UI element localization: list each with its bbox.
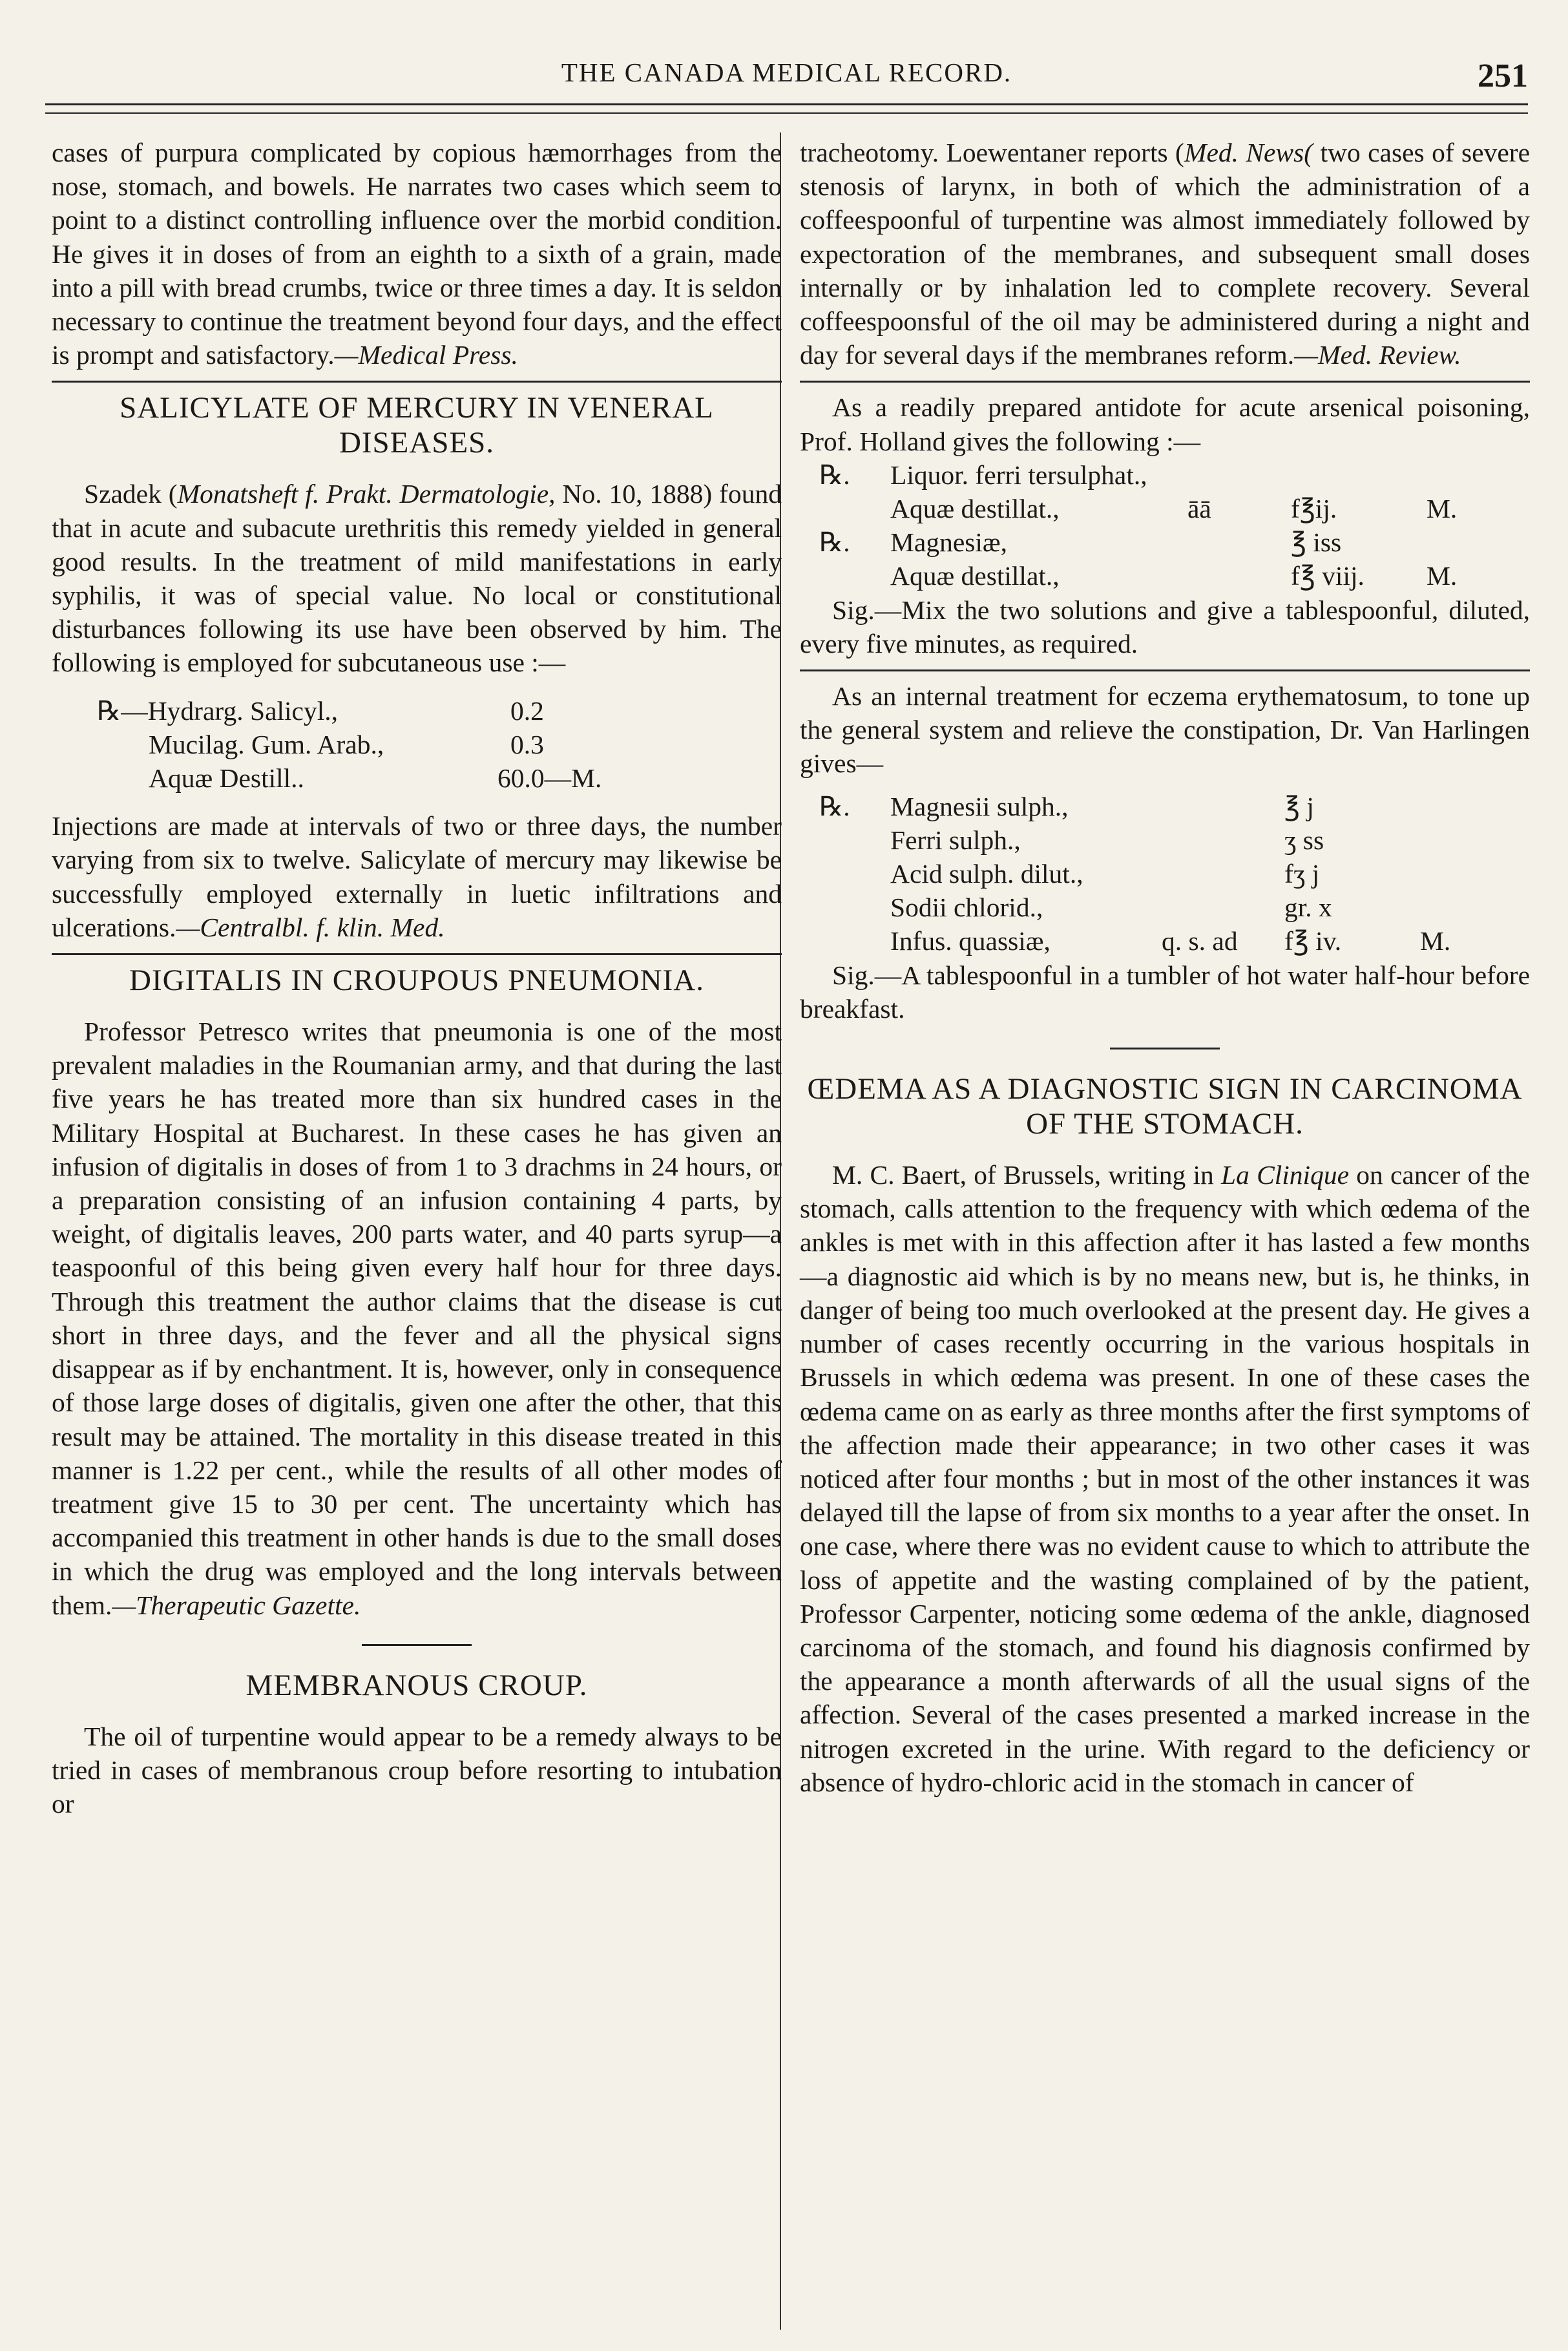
section-divider <box>52 953 782 955</box>
left-column <box>52 136 782 1820</box>
prescription-line: Aquæ destillat., āā f℥ij. M. <box>890 494 1458 524</box>
prescription-line: Mucilag. Gum. Arab., 0.3 <box>149 729 544 759</box>
article-text: Injections are made at intervals of two or three days, the number varying from six to twelve. Salicylate of mercury may likewise be successfully employed externally in luetic infiltrations and ulcerations.—Centralbl. f. klin. Med. <box>52 811 782 942</box>
section-divider <box>362 1644 472 1646</box>
source-citation: —Centralbl. f. klin. Med. <box>176 912 445 942</box>
article-text: As an internal treatment for eczema erythematosum, to tone up the general system and relieve the constipation, Dr. Van Harlingen gives— <box>800 681 1530 779</box>
article-text: As a readily prepared antidote for acute arsenical poisoning, Prof. Holland gives the following :— <box>800 392 1530 456</box>
page-header <box>45 57 1528 96</box>
article-heading: DIGITALIS IN CROUPOUS PNEUMONIA. <box>129 964 704 998</box>
article-text: Sig.—Mix the two solutions and give a tablespoonful, diluted, every five minutes, as required. <box>800 595 1530 659</box>
right-column <box>800 136 1530 1799</box>
header-rule-secondary <box>45 112 1528 114</box>
page-number: 251 <box>1478 58 1528 94</box>
prescription-line: Acid sulph. dilut., fʒ j <box>890 859 1320 889</box>
prescription-line: Aquæ destillat., f℥ viij. M. <box>890 561 1458 591</box>
article-text: tracheotomy. Loewentaner reports (Med. News( two cases of severe stenosis of larynx, in both of which the administration of a coffeespoonful of turpentine was almost immediately followed by expectoration of the membranes, and subsequent small doses internally or by inhalation led to complete recovery. Several coffeespoonsful of the oil may be administered during a night and day for several days if the membranes reform.—Med. Review. <box>800 138 1530 370</box>
section-divider <box>52 381 782 383</box>
prescription-line: ℞. Magnesii sulph., ℥ j <box>819 791 1314 821</box>
prescription-line: Ferri sulph., ʒ ss <box>890 825 1324 855</box>
source-citation: —Medical Press. <box>334 340 518 370</box>
running-head: THE CANADA MEDICAL RECORD. <box>561 58 1012 87</box>
article-heading: MEMBRANOUS CROUP. <box>246 1668 588 1702</box>
prescription-block <box>800 790 1530 958</box>
section-divider <box>800 381 1530 383</box>
article-text: M. C. Baert, of Brussels, writing in La Clinique on cancer of the stomach, calls attention to the frequency with which œdema of the ankles is met with in this affection after it has lasted a few months—a diagnostic aid which is by no means new, but is, he thinks, in danger of being too much overlooked at the present day. He gives a number of cases recently occurring in the various hospitals in Brussels in which œdema was present. In one of these cases the œdema came on as early as three months after the first symptoms of the affection made their appearance; in two other cases it was noticed after four months ; but in most of the other instances it was delayed till the lapse of from six months to a year after the onset. In one case, where there was no evident cause to which to attribute the loss of appetite and the wasting complained of by the patient, Professor Carpenter, noticing some œdema of the ankle, diagnosed carcinoma of the stomach, and found his diagnosis confirmed by the appearance a month afterwards of all the usual signs of the affection. Several of the cases presented a marked increase in the nitrogen excreted in the urine. With regard to the deficiency or absence of hydro-chloric acid in the stomach in cancer of <box>800 1160 1530 1797</box>
section-divider <box>800 669 1530 671</box>
prescription-block <box>52 694 782 796</box>
prescription-line: Sodii chlorid., gr. x <box>890 892 1332 923</box>
prescription-line: ℞—Hydrarg. Salicyl., 0.2 <box>97 695 544 726</box>
prescription-line: ℞. Liquor. ferri tersulphat., <box>819 459 1147 490</box>
prescription-line: ℞. Magnesiæ, ℥ iss <box>819 527 1342 558</box>
article-text: Szadek (Monatsheft f. Prakt. Dermatologie, No. 10, 1888) found that in acute and subacute urethritis this remedy yielded in general good results. In the treatment of mild manifestations in early syphilis, it was of special value. No local or constitutional disturbances following its use have been observed by him. The following is employed for subcutaneous use :— <box>52 479 782 678</box>
source-citation: —Therapeutic Gazette. <box>112 1590 361 1620</box>
source-citation: —Med. Review. <box>1294 340 1461 370</box>
prescription-block <box>800 458 1530 593</box>
prescription-line: Aquæ Destill.. 60.0—M. <box>149 763 602 794</box>
header-rule <box>45 103 1528 105</box>
article-heading: ŒDEMA AS A DIAGNOSTIC SIGN IN CARCINOMA OF THE STOMACH. <box>807 1072 1523 1141</box>
article-text: cases of purpura complicated by copious hæmorrhages from the nose, stomach, and bowels. He narrates two cases which seem to point to a distinct controlling influence over the morbid condition. He gives it in doses of from an eighth to a sixth of a grain, made into a pill with bread crumbs, twice or three times a day. It is seldon necessary to continue the treatment beyond four days, and the effect is prompt and satisfactory.—Medical Press. <box>52 138 782 370</box>
prescription-line: Infus. quassiæ, q. s. ad f℥ iv. M. <box>890 926 1451 956</box>
article-heading: SALICYLATE OF MERCURY IN VENERAL DISEASES. <box>120 391 714 460</box>
section-divider <box>1110 1048 1220 1049</box>
article-text: The oil of turpentine would appear to be a remedy always to be tried in cases of membranous croup before resorting to intubation or <box>52 1721 782 1819</box>
article-text: Sig.—A tablespoonful in a tumbler of hot water half-hour before breakfast. <box>800 960 1530 1024</box>
article-text: Professor Petresco writes that pneumonia is one of the most prevalent maladies in the Roumanian army, and that during the last five years he has treated more than six hundred cases in the Military Hospital at Bucharest. In these cases he has given an infusion of digitalis in doses of from 1 to 3 drachms in 24 hours, or a preparation consisting of an infusion containing 4 parts, by weight, of digitalis leaves, 200 parts water, and 40 parts syrup—a teaspoonful of this being given every half hour for three days. Through this treatment the author claims that the disease is cut short in three days, and the fever and all the physical signs disappear as if by enchantment. It is, however, only in consequence of those large doses of digitalis, given one after the other, that this result may be attained. The mortality in this disease treated in this manner is 1.22 per cent., while the results of all other modes of treatment give 15 to 30 per cent. The uncertainty which has accompanied this treatment in other hands is due to the small doses in which the drug was employed and the long intervals between them.—Therapeutic Gazette. <box>52 1017 782 1620</box>
